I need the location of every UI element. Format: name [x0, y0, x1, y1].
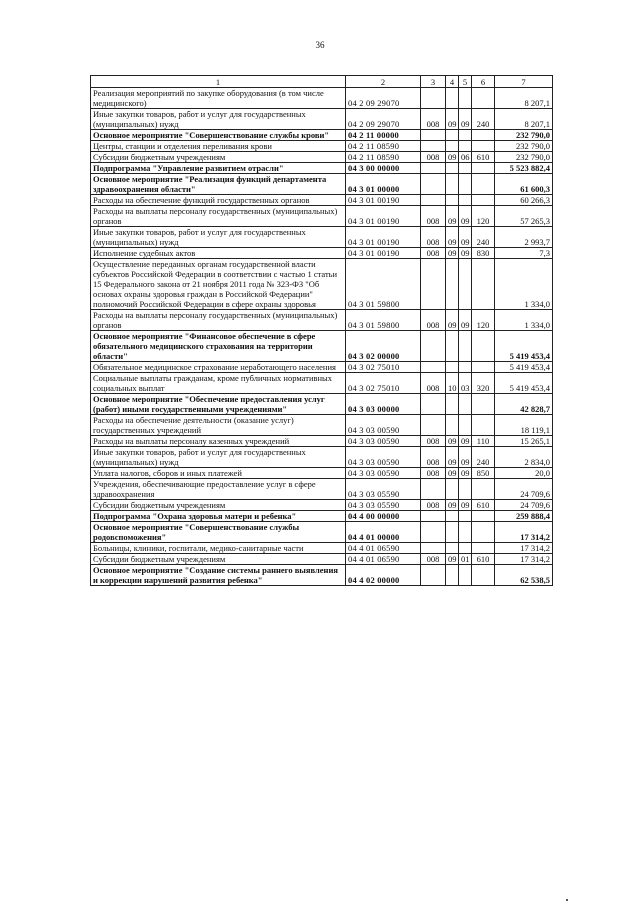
row-code-cell: 04 3 01 59800 [346, 310, 421, 331]
row-subsection-cell: 09 [459, 436, 472, 447]
header-cell: 5 [459, 76, 472, 88]
row-sum-cell: 232 790,0 [495, 130, 553, 141]
row-name-cell: Основное мероприятие "Создание системы раннего выявления и коррекции нарушений развития ребенка" [91, 565, 346, 586]
row-expense-type-cell [472, 331, 495, 362]
row-subsection-cell [459, 88, 472, 109]
row-code-cell: 04 3 02 00000 [346, 331, 421, 362]
row-grbs-cell [421, 130, 446, 141]
row-expense-type-cell: 320 [472, 373, 495, 394]
header-cell: 4 [446, 76, 459, 88]
table-row [91, 373, 553, 394]
table-row [91, 362, 553, 373]
row-subsection-cell [459, 362, 472, 373]
row-section-cell: 09 [446, 500, 459, 511]
row-sum-cell: 232 790,0 [495, 141, 553, 152]
table-row [91, 543, 553, 554]
table-row [91, 130, 553, 141]
row-subsection-cell [459, 522, 472, 543]
row-sum-cell: 1 334,0 [495, 259, 553, 310]
row-expense-type-cell: 110 [472, 436, 495, 447]
row-section-cell [446, 415, 459, 436]
table-header-row [91, 76, 553, 88]
row-section-cell [446, 565, 459, 586]
row-name-cell: Расходы на выплаты персоналу государственных (муниципальных) органов [91, 310, 346, 331]
row-grbs-cell [421, 331, 446, 362]
row-expense-type-cell: 830 [472, 248, 495, 259]
row-subsection-cell: 06 [459, 152, 472, 163]
row-sum-cell: 17 314,2 [495, 543, 553, 554]
row-grbs-cell [421, 543, 446, 554]
row-grbs-cell: 008 [421, 227, 446, 248]
row-expense-type-cell [472, 259, 495, 310]
row-expense-type-cell [472, 543, 495, 554]
row-name-cell: Субсидии бюджетным учреждениям [91, 554, 346, 565]
row-code-cell: 04 3 03 00590 [346, 415, 421, 436]
table-row [91, 479, 553, 500]
row-grbs-cell: 008 [421, 373, 446, 394]
table-row [91, 394, 553, 415]
row-code-cell: 04 3 02 75010 [346, 373, 421, 394]
table-body [91, 88, 553, 586]
row-sum-cell: 57 265,3 [495, 206, 553, 227]
table-row [91, 206, 553, 227]
row-subsection-cell [459, 543, 472, 554]
row-section-cell [446, 362, 459, 373]
budget-table [90, 75, 553, 586]
row-sum-cell: 18 119,1 [495, 415, 553, 436]
row-code-cell: 04 2 11 00000 [346, 130, 421, 141]
row-sum-cell: 15 265,1 [495, 436, 553, 447]
row-section-cell [446, 88, 459, 109]
row-subsection-cell [459, 141, 472, 152]
row-expense-type-cell [472, 163, 495, 174]
row-subsection-cell [459, 415, 472, 436]
table-row [91, 109, 553, 130]
table-row [91, 500, 553, 511]
row-name-cell: Социальные выплаты гражданам, кроме публичных нормативных социальных выплат [91, 373, 346, 394]
row-grbs-cell [421, 362, 446, 373]
row-code-cell: 04 3 03 05590 [346, 500, 421, 511]
table-row [91, 565, 553, 586]
row-name-cell: Субсидии бюджетным учреждениям [91, 500, 346, 511]
row-grbs-cell: 008 [421, 206, 446, 227]
row-section-cell [446, 195, 459, 206]
row-grbs-cell [421, 259, 446, 310]
row-section-cell: 09 [446, 447, 459, 468]
row-sum-cell: 20,0 [495, 468, 553, 479]
row-code-cell: 04 3 01 59800 [346, 259, 421, 310]
row-code-cell: 04 4 01 06590 [346, 554, 421, 565]
row-subsection-cell [459, 394, 472, 415]
row-section-cell [446, 141, 459, 152]
row-code-cell: 04 3 01 00190 [346, 248, 421, 259]
row-code-cell: 04 2 09 29070 [346, 109, 421, 130]
row-grbs-cell [421, 174, 446, 195]
row-subsection-cell: 09 [459, 500, 472, 511]
row-name-cell: Расходы на выплаты персоналу государственных (муниципальных) органов [91, 206, 346, 227]
row-grbs-cell: 008 [421, 310, 446, 331]
row-name-cell: Иные закупки товаров, работ и услуг для государственных (муниципальных) нужд [91, 447, 346, 468]
row-code-cell: 04 3 03 00590 [346, 468, 421, 479]
row-code-cell: 04 3 03 05590 [346, 479, 421, 500]
row-name-cell: Подпрограмма "Охрана здоровья матери и ребенка" [91, 511, 346, 522]
row-code-cell: 04 2 11 08590 [346, 141, 421, 152]
row-code-cell: 04 3 01 00190 [346, 206, 421, 227]
row-sum-cell: 8 207,1 [495, 109, 553, 130]
row-expense-type-cell: 610 [472, 500, 495, 511]
row-grbs-cell [421, 141, 446, 152]
row-expense-type-cell [472, 130, 495, 141]
row-code-cell: 04 3 03 00000 [346, 394, 421, 415]
row-section-cell [446, 511, 459, 522]
row-name-cell: Исполнение судебных актов [91, 248, 346, 259]
row-section-cell: 09 [446, 152, 459, 163]
row-grbs-cell [421, 394, 446, 415]
row-sum-cell: 17 314,2 [495, 522, 553, 543]
row-expense-type-cell: 120 [472, 310, 495, 331]
table-row [91, 415, 553, 436]
header-cell: 1 [91, 76, 346, 88]
row-code-cell: 04 2 11 08590 [346, 152, 421, 163]
row-section-cell [446, 479, 459, 500]
row-code-cell: 04 2 09 29070 [346, 88, 421, 109]
row-subsection-cell [459, 331, 472, 362]
row-name-cell: Центры, станции и отделения переливания крови [91, 141, 346, 152]
row-section-cell [446, 174, 459, 195]
row-section-cell [446, 522, 459, 543]
row-sum-cell: 1 334,0 [495, 310, 553, 331]
row-expense-type-cell [472, 195, 495, 206]
row-code-cell: 04 3 01 00190 [346, 195, 421, 206]
table-row [91, 447, 553, 468]
row-sum-cell: 8 207,1 [495, 88, 553, 109]
row-expense-type-cell: 240 [472, 447, 495, 468]
row-subsection-cell: 09 [459, 248, 472, 259]
row-grbs-cell [421, 195, 446, 206]
row-section-cell [446, 130, 459, 141]
row-subsection-cell [459, 479, 472, 500]
row-expense-type-cell: 240 [472, 109, 495, 130]
row-name-cell: Основное мероприятие "Обеспечение предоставления услуг (работ) иными государственными учреждениями" [91, 394, 346, 415]
row-code-cell: 04 3 00 00000 [346, 163, 421, 174]
table-row [91, 331, 553, 362]
page-number: 36 [315, 40, 325, 50]
header-cell: 6 [472, 76, 495, 88]
row-subsection-cell: 09 [459, 310, 472, 331]
row-name-cell: Основное мероприятие "Совершенствование службы крови" [91, 130, 346, 141]
row-section-cell: 09 [446, 109, 459, 130]
row-expense-type-cell: 850 [472, 468, 495, 479]
row-grbs-cell: 008 [421, 500, 446, 511]
row-code-cell: 04 3 01 00000 [346, 174, 421, 195]
row-subsection-cell: 09 [459, 447, 472, 468]
row-name-cell: Учреждения, обеспечивающие предоставление услуг в сфере здравоохранения [91, 479, 346, 500]
row-name-cell: Основное мероприятие "Совершенствование службы родовспоможения" [91, 522, 346, 543]
row-expense-type-cell: 240 [472, 227, 495, 248]
row-name-cell: Уплата налогов, сборов и иных платежей [91, 468, 346, 479]
scan-speck [566, 899, 568, 901]
row-sum-cell: 17 314,2 [495, 554, 553, 565]
row-section-cell: 10 [446, 373, 459, 394]
row-expense-type-cell [472, 565, 495, 586]
row-expense-type-cell [472, 174, 495, 195]
row-section-cell: 09 [446, 310, 459, 331]
table-row [91, 468, 553, 479]
row-grbs-cell [421, 511, 446, 522]
row-grbs-cell: 008 [421, 436, 446, 447]
row-section-cell: 09 [446, 468, 459, 479]
row-sum-cell: 61 600,3 [495, 174, 553, 195]
table-row [91, 554, 553, 565]
row-name-cell: Реализация мероприятий по закупке оборудования (в том числе медицинского) [91, 88, 346, 109]
row-grbs-cell: 008 [421, 468, 446, 479]
row-subsection-cell: 01 [459, 554, 472, 565]
row-sum-cell: 24 709,6 [495, 500, 553, 511]
row-sum-cell: 232 790,0 [495, 152, 553, 163]
row-section-cell: 09 [446, 206, 459, 227]
table-row [91, 141, 553, 152]
row-section-cell [446, 163, 459, 174]
row-grbs-cell: 008 [421, 152, 446, 163]
row-section-cell [446, 331, 459, 362]
row-name-cell: Осуществление переданных органам государственной власти субъектов Российской Федерации в соответствии с частью 1 статьи 15 Федерального закона от 21 ноября 2011 года № 323-ФЗ "Об основах охраны здоровья граждан в Российской Федерации" полномочий Российской Федерации в сфере охраны здоровья [91, 259, 346, 310]
row-code-cell: 04 3 03 00590 [346, 436, 421, 447]
row-grbs-cell [421, 479, 446, 500]
row-grbs-cell [421, 565, 446, 586]
table-row [91, 310, 553, 331]
row-subsection-cell [459, 565, 472, 586]
row-section-cell [446, 394, 459, 415]
row-sum-cell: 5 523 882,4 [495, 163, 553, 174]
row-subsection-cell: 09 [459, 227, 472, 248]
row-name-cell: Больницы, клиники, госпитали, медико-санитарные части [91, 543, 346, 554]
row-section-cell: 09 [446, 227, 459, 248]
row-code-cell: 04 3 01 00190 [346, 227, 421, 248]
row-subsection-cell [459, 174, 472, 195]
table-row [91, 152, 553, 163]
table-row [91, 195, 553, 206]
table-row [91, 511, 553, 522]
row-sum-cell: 259 888,4 [495, 511, 553, 522]
row-section-cell: 09 [446, 436, 459, 447]
row-sum-cell: 24 709,6 [495, 479, 553, 500]
header-cell: 7 [495, 76, 553, 88]
row-expense-type-cell: 120 [472, 206, 495, 227]
row-code-cell: 04 4 02 00000 [346, 565, 421, 586]
row-name-cell: Обязательное медицинское страхование неработающего населения [91, 362, 346, 373]
row-subsection-cell [459, 163, 472, 174]
row-expense-type-cell: 610 [472, 554, 495, 565]
row-subsection-cell [459, 130, 472, 141]
row-code-cell: 04 3 03 00590 [346, 447, 421, 468]
table-row [91, 259, 553, 310]
row-name-cell: Субсидии бюджетным учреждениям [91, 152, 346, 163]
row-code-cell: 04 3 02 75010 [346, 362, 421, 373]
table-row [91, 436, 553, 447]
row-subsection-cell: 09 [459, 206, 472, 227]
row-code-cell: 04 4 00 00000 [346, 511, 421, 522]
row-sum-cell: 2 834,0 [495, 447, 553, 468]
row-name-cell: Основное мероприятие "Реализация функций департамента здравоохранения области" [91, 174, 346, 195]
row-expense-type-cell [472, 394, 495, 415]
row-expense-type-cell [472, 415, 495, 436]
row-expense-type-cell [472, 141, 495, 152]
row-subsection-cell [459, 259, 472, 310]
table-row [91, 248, 553, 259]
row-grbs-cell [421, 88, 446, 109]
row-sum-cell: 60 266,3 [495, 195, 553, 206]
table-row [91, 174, 553, 195]
table-row [91, 227, 553, 248]
row-grbs-cell [421, 522, 446, 543]
row-grbs-cell: 008 [421, 447, 446, 468]
row-name-cell: Основное мероприятие "Финансовое обеспечение в сфере обязательного медицинского страхования на территории области" [91, 331, 346, 362]
row-section-cell: 09 [446, 554, 459, 565]
row-grbs-cell: 008 [421, 554, 446, 565]
row-grbs-cell: 008 [421, 248, 446, 259]
row-expense-type-cell [472, 479, 495, 500]
table-row [91, 522, 553, 543]
row-grbs-cell [421, 163, 446, 174]
row-expense-type-cell [472, 362, 495, 373]
row-sum-cell: 5 419 453,4 [495, 362, 553, 373]
row-sum-cell: 62 538,5 [495, 565, 553, 586]
table-row [91, 88, 553, 109]
row-name-cell: Расходы на обеспечение функций государственных органов [91, 195, 346, 206]
row-expense-type-cell [472, 511, 495, 522]
row-name-cell: Расходы на выплаты персоналу казенных учреждений [91, 436, 346, 447]
row-expense-type-cell: 610 [472, 152, 495, 163]
row-grbs-cell: 008 [421, 109, 446, 130]
row-name-cell: Подпрограмма "Управление развитием отрасли" [91, 163, 346, 174]
row-subsection-cell: 09 [459, 109, 472, 130]
header-cell: 2 [346, 76, 421, 88]
table-row [91, 163, 553, 174]
row-name-cell: Иные закупки товаров, работ и услуг для государственных (муниципальных) нужд [91, 227, 346, 248]
row-expense-type-cell [472, 522, 495, 543]
row-grbs-cell [421, 415, 446, 436]
row-subsection-cell: 03 [459, 373, 472, 394]
row-sum-cell: 7,3 [495, 248, 553, 259]
row-expense-type-cell [472, 88, 495, 109]
row-name-cell: Расходы на обеспечение деятельности (оказание услуг) государственных учреждений [91, 415, 346, 436]
row-subsection-cell [459, 511, 472, 522]
row-name-cell: Иные закупки товаров, работ и услуг для государственных (муниципальных) нужд [91, 109, 346, 130]
row-code-cell: 04 4 01 06590 [346, 543, 421, 554]
row-sum-cell: 2 993,7 [495, 227, 553, 248]
header-cell: 3 [421, 76, 446, 88]
row-code-cell: 04 4 01 00000 [346, 522, 421, 543]
row-section-cell: 09 [446, 248, 459, 259]
row-sum-cell: 42 828,7 [495, 394, 553, 415]
row-section-cell [446, 543, 459, 554]
row-sum-cell: 5 419 453,4 [495, 373, 553, 394]
row-subsection-cell [459, 195, 472, 206]
row-subsection-cell: 09 [459, 468, 472, 479]
row-sum-cell: 5 419 453,4 [495, 331, 553, 362]
row-section-cell [446, 259, 459, 310]
